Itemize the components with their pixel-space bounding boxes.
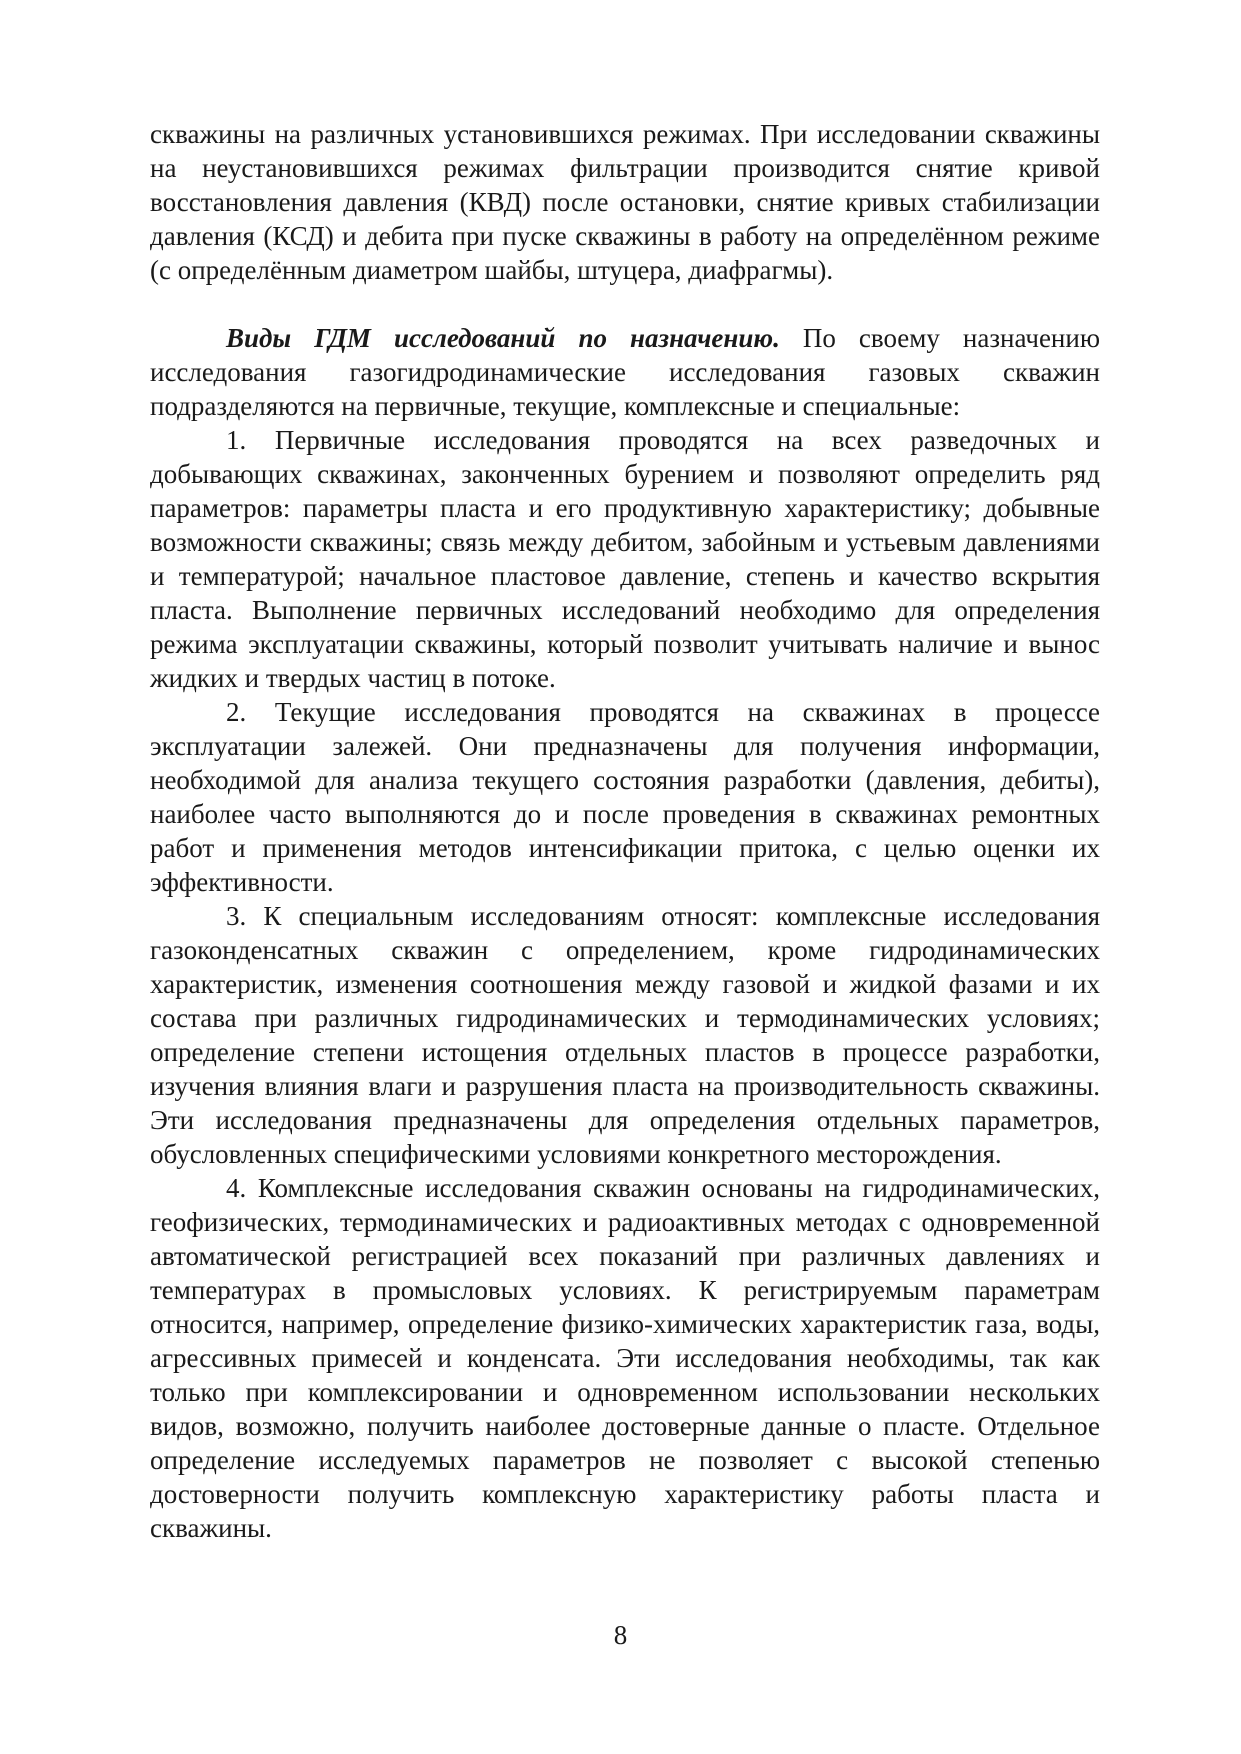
list-item-complex: 4. Комплексные исследования скважин основаны на гидродинамических, геофизических, термодинамических и радиоактивных методах с одновременной автоматической регистрацией всех показаний при различных давлениях и температурах в промысловых условиях. К регистрируемым параметрам относится, например, определение физико-химических характеристик газа, воды, агрессивных примесей и конденсата. Эти исследования необходимы, так как только при комплексировании и одновременном использовании нескольких видов, возможно, получить наиболее достоверные данные о пласте. Отдельное определение исследуемых параметров не позволяет с высокой степенью достоверности получить комплексную характеристику работы пласта и скважины. — [150, 1173, 1100, 1543]
section-paragraph — [150, 321, 1100, 423]
list-item-current: 2. Текущие исследования проводятся на скважинах в процессе эксплуатации залежей. Они предназначены для получения информации, необходимой для анализа текущего состояния разработки (давления, дебиты), наиболее часто выполняются до и после проведения в скважинах ремонтных работ и применения методов интенсификации притока, с целью оценки их эффективности. — [150, 697, 1100, 897]
paragraph-spacer — [150, 287, 1100, 321]
list-item-primary: 1. Первичные исследования проводятся на всех разведочных и добывающих скважинах, законченных бурением и позволяют определить ряд параметров: параметры пласта и его продуктивную характеристику; добывные возможности скважины; связь между дебитом, забойным и устьевым давлениями и температурой; начальное пластовое давление, степень и качество вскрытия пласта. Выполнение первичных исследований необходимо для определения режима эксплуатации скважины, который позволит учитывать наличие и вынос жидких и твердых частиц в потоке. — [150, 425, 1100, 693]
intro-paragraph: скважины на различных установившихся режимах. При исследовании скважины на неустановившихся режимах фильтрации производится снятие кривой восстановления давления (КВД) после остановки, снятие кривых стабилизации давления (КСД) и дебита при пуске скважины в работу на определённом режиме (с определённым диаметром шайбы, штуцера, диафрагмы). — [150, 119, 1100, 285]
section-intro: По своему назначению исследования газогидродинамические исследования газовых скважин подразделяются на первичные, текущие, комплексные и специальные: — [150, 323, 1101, 421]
page-number: 8 — [613, 1620, 628, 1650]
page-body — [150, 117, 1100, 1545]
section-heading: Виды ГДМ исследований по назначению. — [226, 323, 780, 353]
list-item-special: 3. К специальным исследованиям относят: комплексные исследования газоконденсатных скважин с определением, кроме гидродинамических характеристик, изменения соотношения между газовой и жидкой фазами и их состава при различных гидродинамических и термодинамических условиях; определение степени истощения отдельных пластов в процессе разработки, изучения влияния влаги и разрушения пласта на производительность скважины. Эти исследования предназначены для определения отдельных параметров, обусловленных специфическими условиями конкретного месторождения. — [150, 901, 1100, 1169]
